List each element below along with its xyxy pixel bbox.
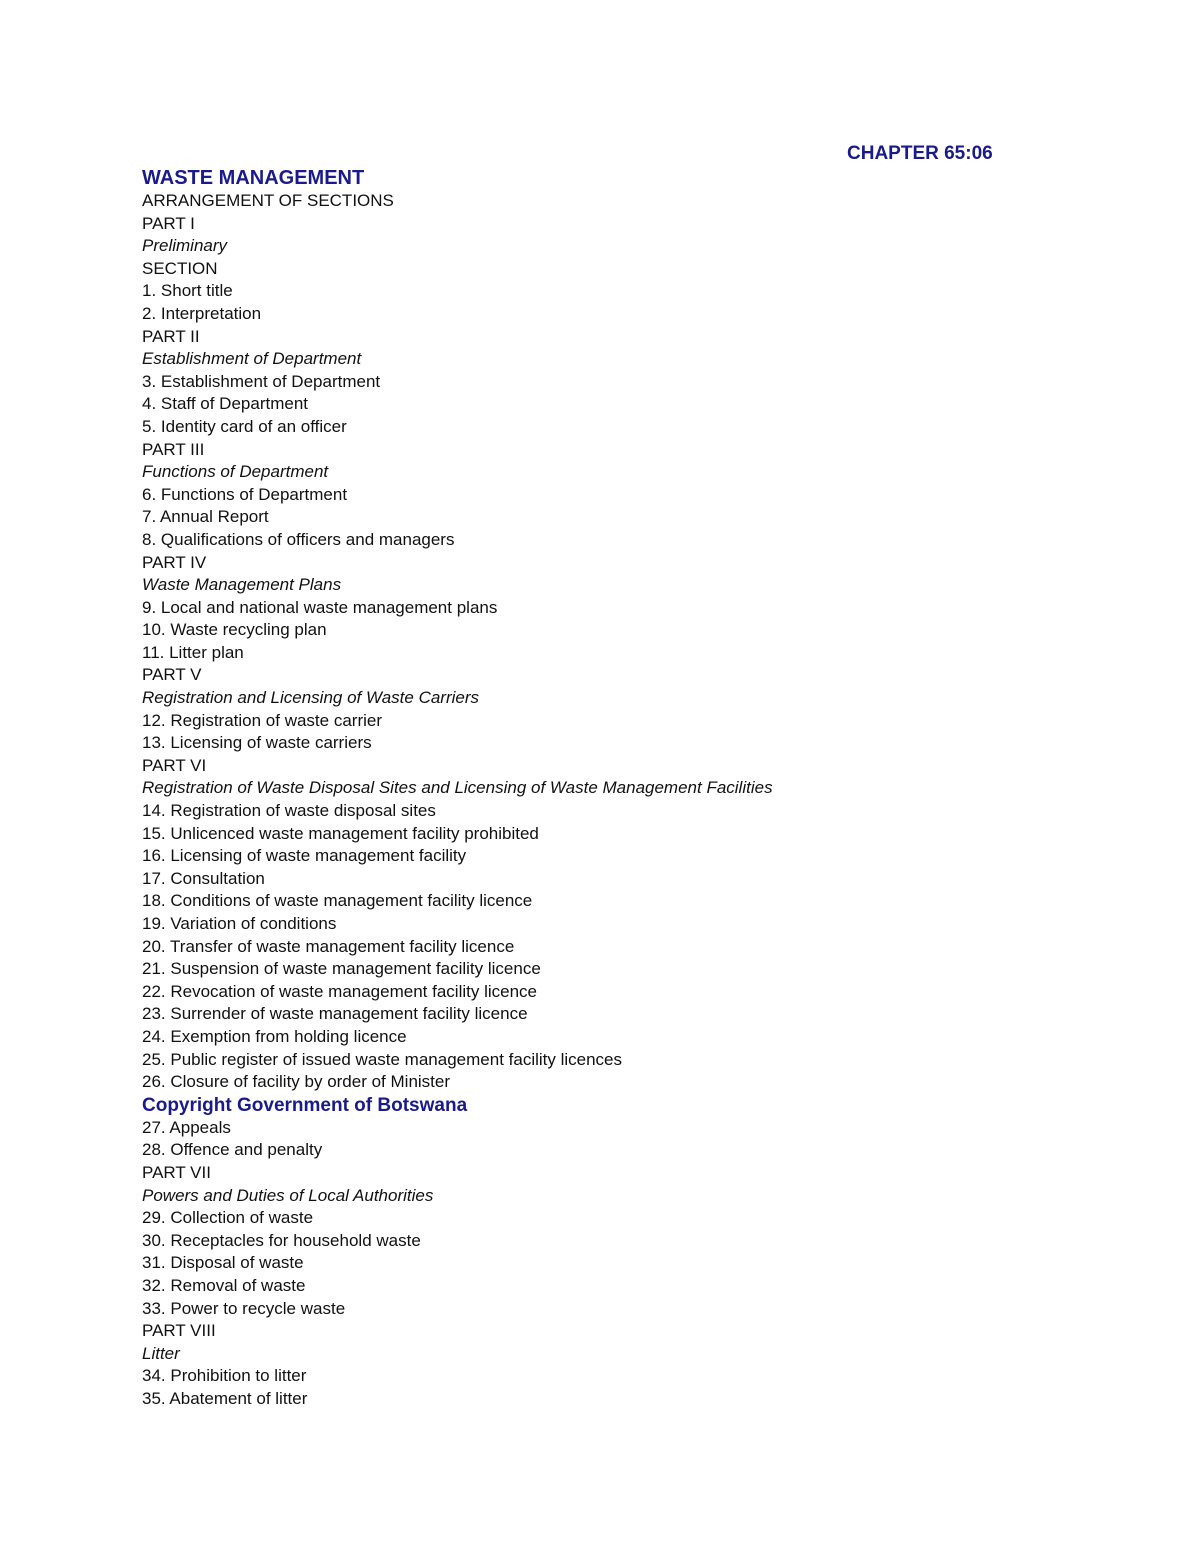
part-heading: PART III: [142, 439, 205, 459]
section-entry: 31. Disposal of waste: [142, 1253, 304, 1273]
arrangement-heading: ARRANGEMENT OF SECTIONS: [142, 191, 394, 210]
section-entry: 6. Functions of Department: [142, 484, 348, 504]
section-entry: 11. Litter plan: [142, 642, 244, 662]
section-entry: 34. Prohibition to litter: [142, 1366, 307, 1386]
section-entry: 35. Abatement of litter: [142, 1388, 308, 1408]
section-entry: 17. Consultation: [142, 868, 265, 888]
section-entry: 30. Receptacles for household waste: [142, 1230, 421, 1250]
section-entry: 33. Power to recycle waste: [142, 1298, 346, 1318]
section-entry: 14. Registration of waste disposal sites: [142, 801, 436, 821]
section-label: SECTION: [142, 258, 218, 278]
section-list-part-b: [142, 1117, 1142, 1411]
section-entry: 20. Transfer of waste management facility licence: [142, 936, 515, 956]
section-entry: 19. Variation of conditions: [142, 914, 337, 933]
section-entry: 4. Staff of Department: [142, 394, 308, 414]
part-subtitle: Litter: [142, 1343, 180, 1363]
section-entry: 18. Conditions of waste management facility licence: [142, 891, 533, 911]
chapter-number: CHAPTER 65:06: [847, 143, 993, 164]
part-subtitle: Registration of Waste Disposal Sites and Licensing of Waste Management Facilities: [142, 778, 773, 798]
arrangement-of-sections: [142, 166, 1142, 1410]
section-entry: 28. Offence and penalty: [142, 1140, 323, 1160]
part-heading: PART IV: [142, 552, 207, 572]
section-entry: 23. Surrender of waste management facility licence: [142, 1004, 528, 1024]
section-entry: 24. Exemption from holding licence: [142, 1026, 407, 1046]
part-heading: PART II: [142, 326, 200, 346]
part-heading: PART VI: [142, 755, 207, 775]
part-subtitle: Waste Management Plans: [142, 575, 342, 595]
part-heading: PART VII: [142, 1162, 211, 1182]
part-heading: PART I: [142, 213, 195, 233]
part-subtitle: Registration and Licensing of Waste Carriers: [142, 688, 480, 708]
section-entry: 7. Annual Report: [142, 507, 269, 527]
section-entry: 21. Suspension of waste management facility licence: [142, 959, 541, 979]
section-entry: 13. Licensing of waste carriers: [142, 733, 372, 753]
part-subtitle: Functions of Department: [142, 462, 329, 482]
section-entry: 32. Removal of waste: [142, 1275, 306, 1295]
part-subtitle: Establishment of Department: [142, 349, 362, 369]
section-entry: 26. Closure of facility by order of Minister: [142, 1072, 451, 1092]
section-entry: 3. Establishment of Department: [142, 371, 381, 391]
section-entry: 16. Licensing of waste management facility: [142, 846, 467, 866]
copyright-notice: Copyright Government of Botswana: [142, 1094, 468, 1116]
section-entry: 1. Short title: [142, 281, 233, 301]
section-entry: 15. Unlicenced waste management facility prohibited: [142, 823, 539, 843]
document-title: WASTE MANAGEMENT: [142, 167, 365, 189]
part-heading: PART VIII: [142, 1321, 216, 1341]
section-entry: 8. Qualifications of officers and managers: [142, 529, 455, 549]
section-entry: 12. Registration of waste carrier: [142, 710, 382, 730]
part-heading: PART V: [142, 665, 202, 685]
section-list-part-a: [142, 190, 1142, 1094]
part-subtitle: Powers and Duties of Local Authorities: [142, 1185, 434, 1205]
section-entry: 29. Collection of waste: [142, 1208, 314, 1228]
section-entry: 5. Identity card of an officer: [142, 416, 347, 436]
section-entry: 10. Waste recycling plan: [142, 620, 327, 640]
section-entry: 9. Local and national waste management plans: [142, 597, 498, 617]
part-subtitle: Preliminary: [142, 236, 228, 256]
section-entry: 25. Public register of issued waste management facility licences: [142, 1049, 623, 1069]
section-entry: 27. Appeals: [142, 1117, 231, 1137]
section-entry: 2. Interpretation: [142, 303, 262, 323]
section-entry: 22. Revocation of waste management facility licence: [142, 981, 537, 1001]
